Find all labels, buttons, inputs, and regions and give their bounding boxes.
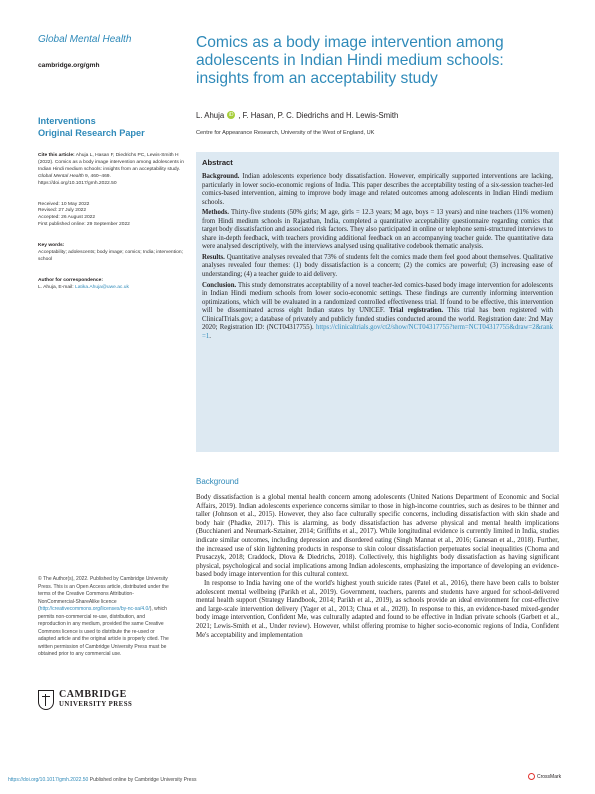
- trial-link[interactable]: https://clinicaltrials.gov/ct2/show/NCT04317755?term=NCT04317755&draw=2&rank=1: [202, 324, 553, 340]
- crossmark-icon: [528, 773, 535, 780]
- correspondence-block: [38, 278, 186, 292]
- publisher-line-1: CAMBRIDGE: [59, 689, 127, 700]
- orcid-icon[interactable]: iD: [228, 112, 234, 119]
- received-date: Received: 10 May 2022: [38, 201, 90, 207]
- abstract-background: [202, 173, 553, 207]
- correspondence-email[interactable]: Latika.Ahuja@uwe.ac.uk: [74, 284, 129, 290]
- trial-text: This trial has been registered with ClinicalTrials.gov; a database of privately and publicly funded studies conducted around the world. Registration date: 2nd May 2020; Registration ID: (NCT04317755).: [202, 307, 554, 332]
- dates-block: [38, 202, 186, 230]
- published-online-text: Published online by Cambridge University Press: [89, 777, 197, 783]
- license-link[interactable]: http://creativecommons.org/licenses/by-nc-sa/4.0/: [39, 606, 150, 612]
- sidebar: [38, 34, 186, 292]
- shield-icon: [38, 690, 54, 710]
- cite-label: Cite this article:: [38, 153, 75, 158]
- article-header: [196, 34, 559, 136]
- publisher-line-2: UNIVERSITY PRESS: [59, 701, 133, 708]
- page-footer: [8, 777, 196, 783]
- article-subtype: Original Research Paper: [38, 128, 145, 138]
- correspondence-label: Author for correspondence:: [38, 277, 103, 283]
- correspondence-name: L. Ahuja, E-mail:: [38, 284, 74, 290]
- revised-date: Revised: 27 July 2022: [38, 208, 87, 214]
- license-part-2: ), which permits non-commercial re-use, distribution, and reproduction in any medium, provided the same Creative Commons licence is used to distribute the re-used or adapted article and the original article is properly cited. The written permission of Cambridge University Press must be obtained prior to any commercial use.: [38, 606, 169, 657]
- results-text: Quantitative analyses revealed that 73% of students felt the comics made them feel good about themselves. Qualitative analyses revealed four themes: (1) body dissatisfaction is a concern; (2) the comics are powerful; (3) increasing ease of understanding; (4) a teacher guide to aid delivery.: [202, 253, 553, 279]
- author-1[interactable]: L. Ahuja: [196, 110, 225, 120]
- article-type: [38, 115, 186, 139]
- abstract-results: [202, 254, 553, 280]
- authors-rest: , F. Hasan, P. C. Diedrichs and H. Lewis-Smith: [238, 110, 399, 120]
- journal-url[interactable]: cambridge.org/gmh: [38, 62, 100, 69]
- published-date: First published online: 29 September 2022: [38, 222, 130, 228]
- keywords: Acceptability; adolescents; body image; comics; India; intervention; school: [38, 250, 183, 262]
- cite-journal: Global Mental Health: [38, 173, 84, 179]
- background-text: Indian adolescents experience body dissatisfaction. However, empirically supported interventions are lacking, particularly in lower socio-economic regions of India. This paper describes the acceptability testing of a six-session teacher-led comics-based intervention, aiming to improve body image and related outcomes among adolescents in Indian Hindi medium schools.: [202, 173, 554, 206]
- license-part-1: © The Author(s), 2022. Published by Cambridge University Press. This is an Open Access article, distributed under the terms of the Creative Commons Attribution-NonCommercial-ShareAlike licence (: [38, 576, 169, 612]
- trial-end: .: [209, 332, 211, 340]
- article-title: Comics as a body image intervention among adolescents in Indian Hindi medium schools: insights from an acceptability study: [196, 34, 504, 88]
- article-body: [196, 477, 559, 640]
- journal-name[interactable]: Global Mental Health: [38, 34, 132, 45]
- abstract-methods: [202, 209, 553, 252]
- crossmark-badge[interactable]: [528, 773, 561, 780]
- background-label: Background.: [202, 173, 240, 180]
- body-paragraph: Body dissatisfaction is a global mental health concern among adolescents (United Nations Department of Economic and Social Affairs, 2019). Indian adolescents experience concerns similar to those in high-income countries, such as desires to be thinner and taller (Johnson et al., 2015). However, they also face culturally specific concerns, including dissatisfaction with skin shade and body hair (Phadke, 2017). This is alarming, as body dissatisfaction has adverse physical and mental health implications (Bucchianeri and Neumark-Sztainer, 2014; Griffiths et al., 2017). While longitudinal evidence is currently limited in India, studies indicate similar outcomes, including depression and disordered eating (Singh Mannat et al., 2016; Ganesan et al., 2018). Further, the increased use of skin lightening products in response to skin colour dissatisfaction perpetuates social inequalities (Choma and Prusaczyk, 2018; Craddock, Dlova & Diedrichs, 2018). Collectively, this highlights body dissatisfaction as having significant physical, psychological and social implications among Indian adolescents, emphasizing the importance of developing an evidence-based body image intervention for this cultural context.: [196, 494, 559, 579]
- abstract-box: [196, 152, 559, 452]
- results-label: Results.: [202, 253, 225, 261]
- body-paragraph: In response to India having one of the world's highest youth suicide rates (Patel et al., 2016), there have been calls to bolster adolescent mental wellbeing (Parikh et al., 2019). Government, teachers, parents and students have argued for school-delivered mental health support (Strategy Handbook, 2014; Parikh et al., 2019), as schools provide an ideal environment for cost-effective and large-scale intervention delivery (Yager et al., 2013; Chua et al., 2020). In response to this, an evidence-based mixed-gender body image intervention, Confident Me, was culturally adapted and found to be effective in Indian private schools (Garbett et al., 2021; Lewis-Smith et al., Under review). However, whilst offering promise to higher socio-economic regions of India, Confident Me's acceptability and implementation: [196, 579, 559, 639]
- doi-link[interactable]: https://doi.org/10.1017/gmh.2022.50: [8, 777, 89, 783]
- methods-label: Methods.: [202, 209, 229, 217]
- keywords-label: Key words:: [38, 243, 65, 249]
- affiliation: Centre for Appearance Research, University of the West of England, UK: [196, 129, 375, 136]
- section-heading: Background: [196, 477, 239, 486]
- article-category: Interventions: [38, 116, 96, 126]
- cambridge-logo: [38, 690, 132, 710]
- trial-label: Trial registration.: [389, 307, 444, 315]
- author-list: [196, 111, 559, 120]
- methods-text: Thirty-five students (50% girls; M age, girls = 12.3 years; M age, boys = 13 years) and nine teachers (11% women) from Hindi medium schools in Rajasthan, India, completed a quantitative acceptability questionnaire regarding comics that target body dissatisfaction and associated risk factors. They also participated in online or telephone semi-structured interviews to share in-depth feedback, with teachers providing additional feedback on an accompanying teacher guide. The quantitative data were analysed descriptively, with the interviews analysed using qualitative codebook thematic analysis.: [202, 209, 554, 251]
- cite-text: Ahuja L, Hasan F, Diedrichs PC, Lewis-Smith H (2022). Comics as a body image intervention among adolescents in Indian Hindi medium schools: insights from an acceptability study.: [38, 153, 184, 172]
- abstract-conclusion: [202, 282, 553, 342]
- keywords-block: [38, 243, 186, 264]
- conclusion-text: This study demonstrates acceptability of a novel teacher-led comics-based body image intervention for adolescents in Indian Hindi medium schools from lower socio-economic settings. These findings are currently informing intervention optimizations, which will be evaluated in a randomized controlled effectiveness trial. If found to be effective, this intervention will be disseminated across eight Indian states by UNICEF.: [202, 281, 553, 315]
- crossmark-label: CrossMark: [537, 773, 562, 780]
- abstract-heading: Abstract: [202, 158, 233, 167]
- cite-rest[interactable]: 9, 460–469. https://doi.org/10.1017/gmh.2022.50: [38, 173, 117, 186]
- publisher-name: [59, 690, 132, 710]
- license-text: [38, 576, 170, 659]
- citation-block: [38, 153, 186, 188]
- conclusion-label: Conclusion.: [202, 281, 237, 289]
- accepted-date: Accepted: 26 August 2022: [38, 215, 96, 221]
